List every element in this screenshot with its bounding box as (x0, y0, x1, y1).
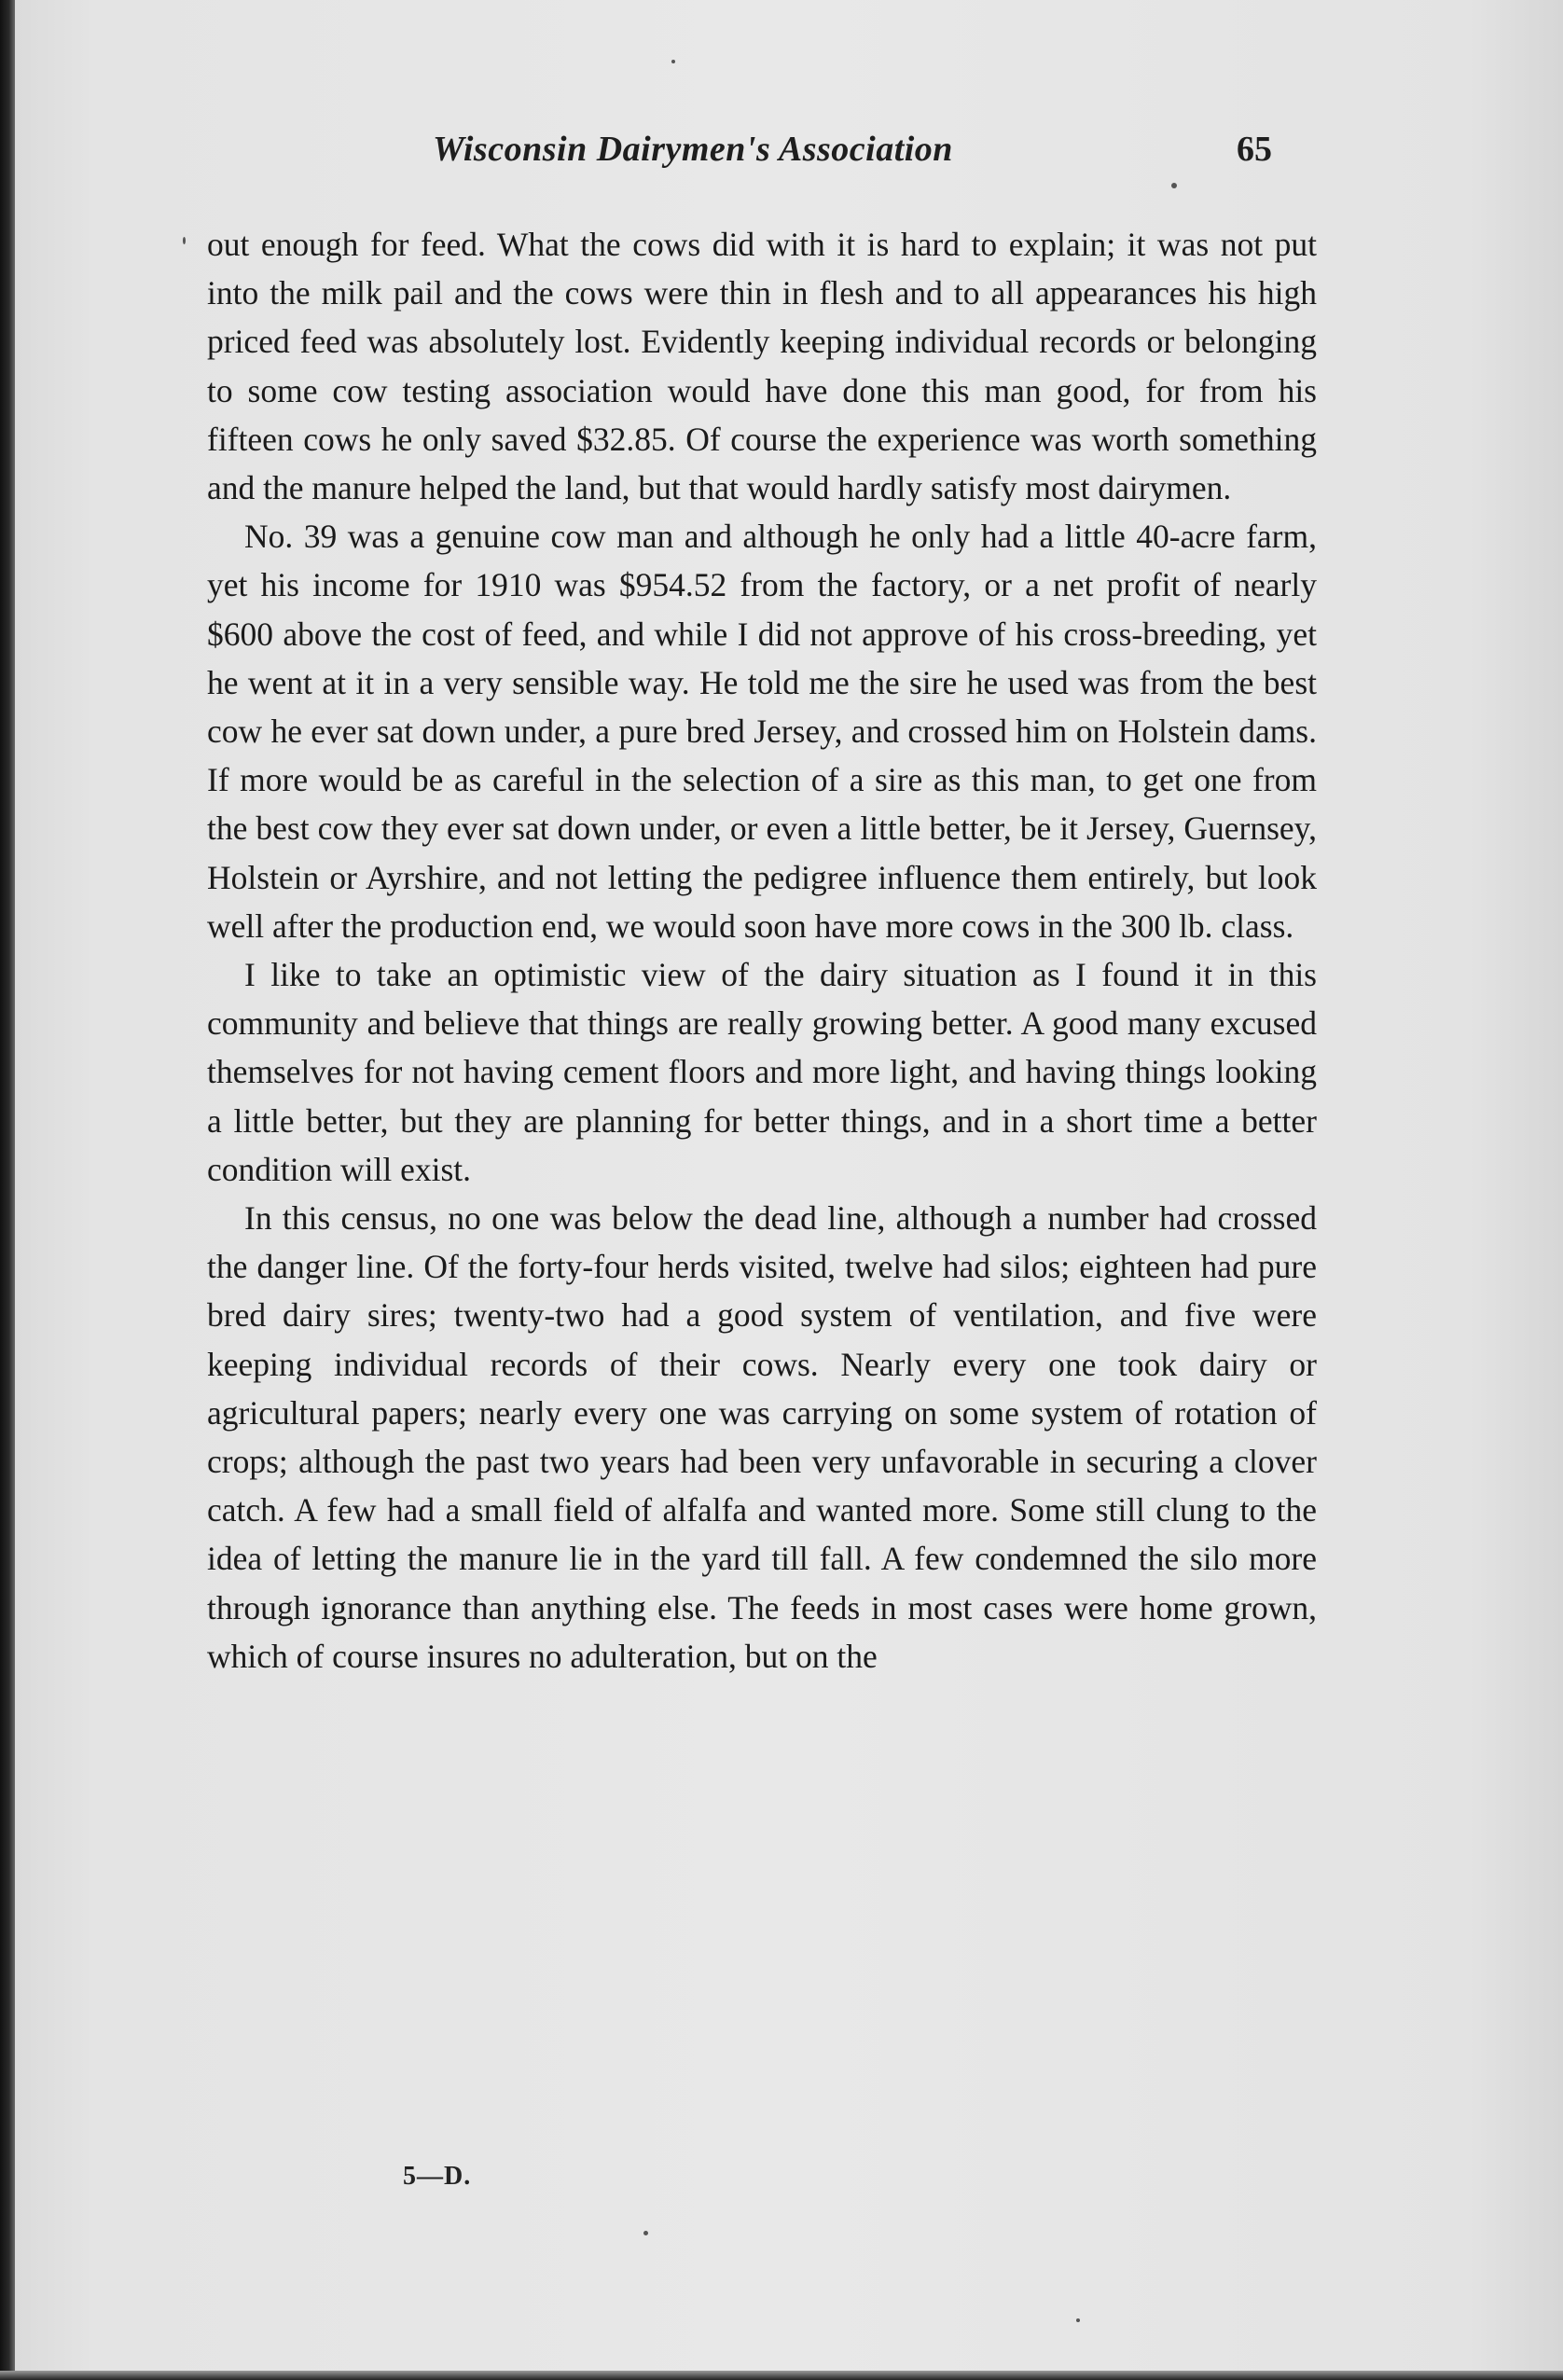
dust-speck (183, 237, 186, 244)
paragraph: I like to take an optimistic view of the dairy situation as I found it in this community and believe that things are really growing better. A good many excused themselves for not having cement floors and more light, and having things looking a little better, but they are planning for better things, and in a short time a better condition will exist. (207, 956, 1317, 1188)
dust-speck (671, 60, 675, 63)
running-head (0, 129, 1563, 175)
page-number: 65 (1237, 130, 1272, 169)
signature-mark: 5—D. (403, 2162, 472, 2191)
body-text (207, 220, 1317, 1681)
paragraph-continued: out enough for feed. What the cows did with it is hard to explain; it was not put into the milk pail and the cows were thin in flesh and to all appearances his high priced feed was absolutely lost. Evidently keeping individual records or belonging to some cow testing association would have done this man good, for from his fifteen cows he only saved $32.85. Of course the experience was worth something and the manure helped the land, but that would hardly satisfy most dairymen. (207, 226, 1317, 507)
page-bottom-edge (0, 2371, 1563, 2380)
dust-speck (1076, 2318, 1080, 2322)
paragraph: No. 39 was a genuine cow man and although he only had a little 40-acre farm, yet his income for 1910 was $954.52 from the factory, or a net profit of nearly $600 above the cost of feed, and while I did not approve of his cross-breeding, yet he went at it in a very sensible way. He told me the sire he used was from the best cow he ever sat down under, a pure bred Jersey, and crossed him on Holstein dams. If more would be as careful in the selection of a sire as this man, to get one from the best cow they ever sat down under, or even a little better, be it Jersey, Guernsey, Holstein or Ayrshire, and not letting the pedigree influence them entirely, but look well after the production end, we would soon have more cows in the 300 lb. class. (207, 518, 1317, 945)
dust-speck (643, 2231, 648, 2235)
binding-shadow (0, 0, 15, 2380)
dust-speck (1171, 183, 1177, 188)
running-title: Wisconsin Dairymen's Association (433, 130, 953, 169)
paragraph: In this census, no one was below the dead line, although a number had crossed the danger line. Of the forty-four herds visited, twelve had silos; eighteen had pure bred dairy sires; twenty-two had a good system of ventilation, and five were keeping individual records of their cows. Nearly every one took dairy or agricultural papers; nearly every one was carrying on some system of rotation of crops; although the past two years had been very unfavorable in securing a clover catch. A few had a small field of alfalfa and wanted more. Some still clung to the idea of letting the manure lie in the yard till fall. A few condemned the silo more through ignorance than anything else. The feeds in most cases were home grown, which of course insures no adulteration, but on the (207, 1199, 1317, 1675)
